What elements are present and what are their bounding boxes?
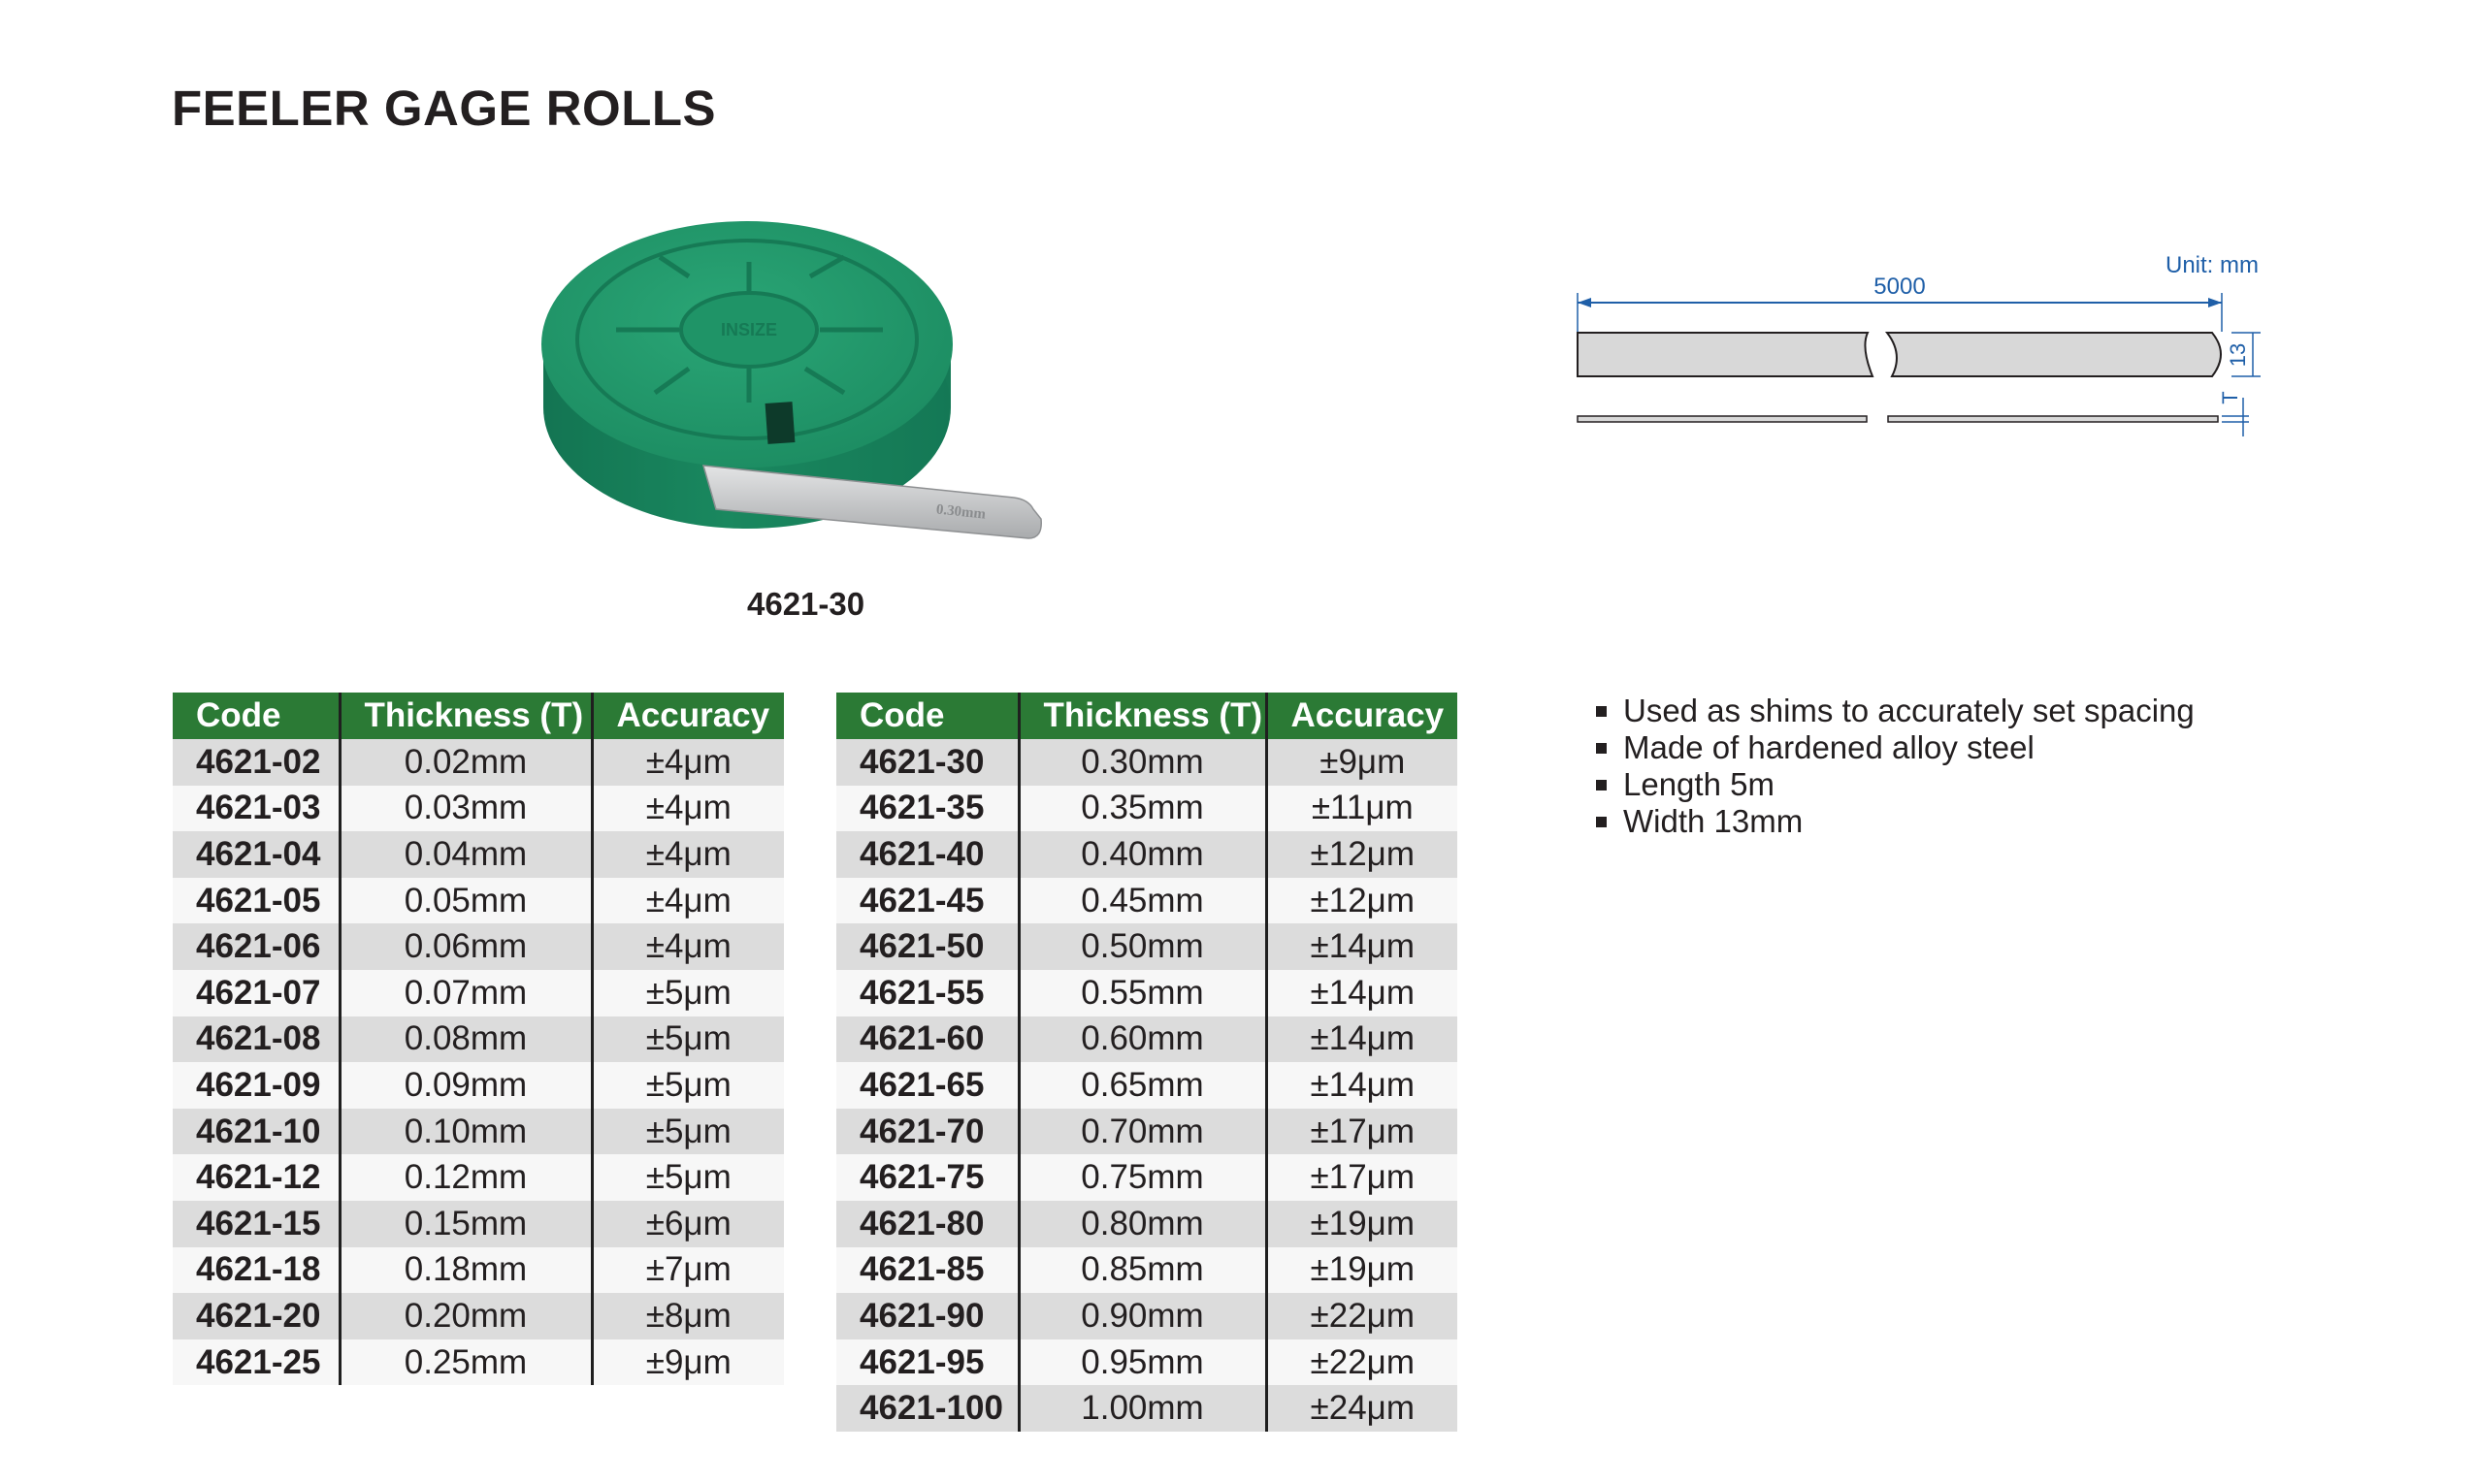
thickness-cell: 0.80mm: [1019, 1201, 1266, 1247]
thickness-cell: 0.40mm: [1019, 831, 1266, 878]
cap-logo-text: INSIZE: [720, 320, 778, 339]
table-header-row: [173, 693, 784, 739]
accuracy-cell: ±5μm: [592, 1016, 784, 1063]
bullet-icon: [1596, 817, 1607, 827]
table-row: [173, 1016, 784, 1063]
table-row: [173, 831, 784, 878]
table-row: [836, 1247, 1457, 1294]
code-cell: 4621-60: [836, 1016, 1019, 1063]
table-row: [173, 1154, 784, 1201]
code-cell: 4621-06: [173, 923, 340, 970]
header-accuracy: Accuracy: [592, 693, 784, 739]
thickness-cell: 0.30mm: [1019, 739, 1266, 786]
thickness-cell: 0.20mm: [340, 1293, 592, 1339]
thickness-cell: 0.50mm: [1019, 923, 1266, 970]
header-code: Code: [173, 693, 340, 739]
strip-side-view-left: [1578, 416, 1867, 422]
table-row: [173, 1201, 784, 1247]
thickness-cell: 0.12mm: [340, 1154, 592, 1201]
table-row: [836, 1339, 1457, 1386]
table-row: [173, 1062, 784, 1109]
table-row: [836, 878, 1457, 924]
table-row: [836, 1293, 1457, 1339]
accuracy-cell: ±11μm: [1266, 786, 1457, 832]
code-cell: 4621-35: [836, 786, 1019, 832]
feature-item: [1596, 693, 2195, 729]
table-row: [836, 1154, 1457, 1201]
code-cell: 4621-03: [173, 786, 340, 832]
accuracy-cell: ±4μm: [592, 878, 784, 924]
thickness-cell: 0.45mm: [1019, 878, 1266, 924]
thickness-cell: 0.08mm: [340, 1016, 592, 1063]
table-row: [836, 1109, 1457, 1155]
table-row: [173, 786, 784, 832]
page-title: FEELER GAGE ROLLS: [172, 81, 717, 136]
accuracy-cell: ±5μm: [592, 1154, 784, 1201]
thickness-cell: 0.05mm: [340, 878, 592, 924]
thickness-cell: 0.15mm: [340, 1201, 592, 1247]
table-row: [173, 1109, 784, 1155]
thickness-cell: 0.10mm: [340, 1109, 592, 1155]
accuracy-cell: ±14μm: [1266, 923, 1457, 970]
accuracy-cell: ±9μm: [1266, 739, 1457, 786]
dimension-drawing: [1552, 242, 2290, 456]
code-cell: 4621-65: [836, 1062, 1019, 1109]
strip-side-view-right: [1888, 416, 2218, 422]
code-cell: 4621-04: [173, 831, 340, 878]
accuracy-cell: ±14μm: [1266, 1062, 1457, 1109]
feature-item: [1596, 729, 2195, 766]
code-cell: 4621-40: [836, 831, 1019, 878]
code-cell: 4621-08: [173, 1016, 340, 1063]
accuracy-cell: ±4μm: [592, 786, 784, 832]
feature-text: Made of hardened alloy steel: [1623, 729, 2035, 765]
strip-top-view-left: [1578, 333, 1873, 376]
bullet-icon: [1596, 743, 1607, 754]
width-dimension: 13: [2226, 342, 2250, 368]
accuracy-cell: ±19μm: [1266, 1201, 1457, 1247]
thickness-cell: 0.65mm: [1019, 1062, 1266, 1109]
code-cell: 4621-10: [173, 1109, 340, 1155]
code-cell: 4621-02: [173, 739, 340, 786]
code-cell: 4621-85: [836, 1247, 1019, 1294]
thickness-cell: 0.25mm: [340, 1339, 592, 1386]
thickness-cell: 0.09mm: [340, 1062, 592, 1109]
accuracy-cell: ±5μm: [592, 1109, 784, 1155]
accuracy-cell: ±12μm: [1266, 831, 1457, 878]
thickness-cell: 0.55mm: [1019, 970, 1266, 1016]
table-row: [173, 970, 784, 1016]
accuracy-cell: ±14μm: [1266, 970, 1457, 1016]
table-row: [173, 1339, 784, 1386]
code-cell: 4621-55: [836, 970, 1019, 1016]
table-row: [836, 739, 1457, 786]
accuracy-cell: ±17μm: [1266, 1109, 1457, 1155]
thickness-cell: 0.06mm: [340, 923, 592, 970]
table-row: [836, 1062, 1457, 1109]
thickness-cell: 0.90mm: [1019, 1293, 1266, 1339]
table-row: [836, 786, 1457, 832]
thickness-cell: 0.03mm: [340, 786, 592, 832]
accuracy-cell: ±5μm: [592, 1062, 784, 1109]
code-cell: 4621-90: [836, 1293, 1019, 1339]
table-row: [173, 1247, 784, 1294]
feature-item: [1596, 766, 2195, 803]
header-code: Code: [836, 693, 1019, 739]
code-cell: 4621-80: [836, 1201, 1019, 1247]
header-thickness: Thickness (T): [1019, 693, 1266, 739]
catalog-page: FEELER GAGE ROLLS INSIZE 0.30mm 4621-30 Unit: mm 5000 13 T Code Thickness (T) Accuracy 4621-02 0.02mm ±4μm 4621-03 0.03mm ±4μm 4621-04 0.04mm ±4μm 4621-05 0.05mm ±4μm 4621-06 0.06mm ±4μm 4621-07 0.07mm ±5μm 4621-08 0.08mm ±5μm 4621-09 0.09mm ±5μm 4621-10 0.10mm ±5μm 4621-12 0.12mm ±5μm 4621-15 0.15mm ±6μm 4621-18 0.18mm ±7μm 4621-20 0.20mm ±8μm 4621-25 0.25mm ±9μm Code Thickness (T) Accuracy 4621-30 0.30mm ±9μm 4621-35 0.35mm ±11μm 4621-40 0.40mm ±12μm 4621-45 0.45mm ±12μm 4621-50 0.50mm ±14μm 4621-55 0.55mm ±14μm 4621-60 0.60mm ±14μm 4621-65 0.65mm ±14μm 4621-70 0.70mm ±17μm 4621-75 0.75mm ±17μm 4621-80 0.80mm ±19μm 4621-85 0.85mm ±19μm 4621-90 0.90mm ±22μm 4621-95 0.95mm ±22μm 4621-100 1.00mm ±24μm Used as shims to accurately set spacing Made of hardened alloy steel Length 5m Width 13mm: [0, 0, 2475, 1484]
table-row: [173, 923, 784, 970]
strip-marking: 0.30mm: [935, 501, 987, 523]
accuracy-cell: ±24μm: [1266, 1385, 1457, 1432]
thickness-cell: 0.70mm: [1019, 1109, 1266, 1155]
accuracy-cell: ±19μm: [1266, 1247, 1457, 1294]
code-cell: 4621-100: [836, 1385, 1019, 1432]
code-cell: 4621-25: [173, 1339, 340, 1386]
accuracy-cell: ±4μm: [592, 923, 784, 970]
feeler-gage-roll-image: [524, 184, 1067, 592]
accuracy-cell: ±4μm: [592, 831, 784, 878]
thickness-cell: 0.35mm: [1019, 786, 1266, 832]
accuracy-cell: ±14μm: [1266, 1016, 1457, 1063]
feature-list: [1596, 693, 2195, 840]
accuracy-cell: ±8μm: [592, 1293, 784, 1339]
code-cell: 4621-18: [173, 1247, 340, 1294]
accuracy-cell: ±7μm: [592, 1247, 784, 1294]
unit-label: Unit: mm: [2166, 252, 2259, 278]
table-row: [173, 878, 784, 924]
code-cell: 4621-75: [836, 1154, 1019, 1201]
accuracy-cell: ±22μm: [1266, 1293, 1457, 1339]
thickness-cell: 0.07mm: [340, 970, 592, 1016]
bullet-icon: [1596, 780, 1607, 790]
code-cell: 4621-95: [836, 1339, 1019, 1386]
feature-item: [1596, 803, 2195, 840]
accuracy-cell: ±5μm: [592, 970, 784, 1016]
thickness-cell: 1.00mm: [1019, 1385, 1266, 1432]
accuracy-cell: ±17μm: [1266, 1154, 1457, 1201]
thickness-cell: 0.75mm: [1019, 1154, 1266, 1201]
accuracy-cell: ±22μm: [1266, 1339, 1457, 1386]
thickness-cell: 0.60mm: [1019, 1016, 1266, 1063]
thickness-cell: 0.85mm: [1019, 1247, 1266, 1294]
code-cell: 4621-15: [173, 1201, 340, 1247]
table-row: [836, 923, 1457, 970]
accuracy-cell: ±6μm: [592, 1201, 784, 1247]
header-thickness: Thickness (T): [340, 693, 592, 739]
code-cell: 4621-50: [836, 923, 1019, 970]
code-cell: 4621-09: [173, 1062, 340, 1109]
thickness-cell: 0.18mm: [340, 1247, 592, 1294]
feature-text: Width 13mm: [1623, 803, 1804, 839]
accuracy-cell: ±4μm: [592, 739, 784, 786]
length-dimension: 5000: [1873, 274, 1926, 300]
bullet-icon: [1596, 706, 1607, 717]
spec-table-left: [173, 693, 784, 1385]
table-row: [836, 1016, 1457, 1063]
strip-top-view-right: [1887, 333, 2221, 376]
spec-table-right: [836, 693, 1457, 1432]
code-cell: 4621-20: [173, 1293, 340, 1339]
code-cell: 4621-07: [173, 970, 340, 1016]
accuracy-cell: ±9μm: [592, 1339, 784, 1386]
thickness-dimension: T: [2218, 391, 2242, 404]
thickness-cell: 0.95mm: [1019, 1339, 1266, 1386]
table-row: [173, 739, 784, 786]
table-row: [836, 970, 1457, 1016]
code-cell: 4621-30: [836, 739, 1019, 786]
table-header-row: [836, 693, 1457, 739]
table-row: [836, 1201, 1457, 1247]
code-cell: 4621-70: [836, 1109, 1019, 1155]
table-row: [836, 1385, 1457, 1432]
case-slot: [765, 402, 796, 444]
table-row: [836, 831, 1457, 878]
feature-text: Used as shims to accurately set spacing: [1623, 693, 2195, 728]
code-cell: 4621-45: [836, 878, 1019, 924]
code-cell: 4621-12: [173, 1154, 340, 1201]
accuracy-cell: ±12μm: [1266, 878, 1457, 924]
code-cell: 4621-05: [173, 878, 340, 924]
thickness-cell: 0.02mm: [340, 739, 592, 786]
thickness-cell: 0.04mm: [340, 831, 592, 878]
feature-text: Length 5m: [1623, 766, 1775, 802]
header-accuracy: Accuracy: [1266, 693, 1457, 739]
table-row: [173, 1293, 784, 1339]
